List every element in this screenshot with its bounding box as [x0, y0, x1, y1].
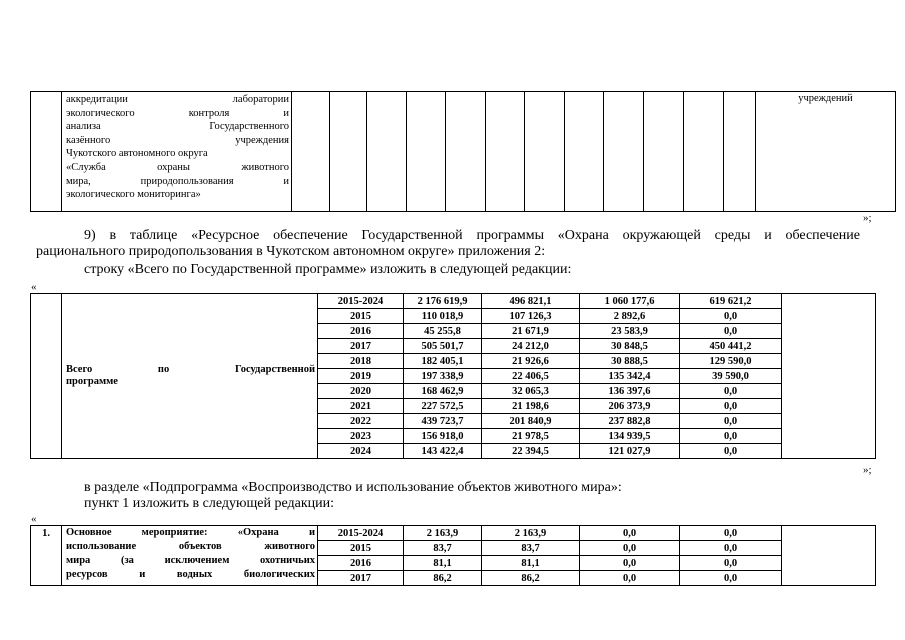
value-cell: 30 848,5: [580, 339, 680, 354]
value-cell: 86,2: [482, 571, 580, 586]
value-cell: 121 027,9: [580, 444, 680, 459]
value-cell: 0,0: [580, 541, 680, 556]
subprogram-table: [30, 525, 876, 586]
description-line: экологического мониторинга»: [66, 189, 201, 201]
empty-cell: [31, 92, 62, 212]
value-cell: 129 590,0: [680, 354, 782, 369]
empty-cell: [782, 294, 876, 459]
empty-cell: [407, 92, 446, 212]
opening-quote-mark: «: [31, 513, 37, 525]
value-cell: 0,0: [680, 384, 782, 399]
total-cell: 45 255,8: [404, 324, 482, 339]
year-cell: 2018: [318, 354, 404, 369]
value-cell: 21 671,9: [482, 324, 580, 339]
value-cell: 0,0: [680, 556, 782, 571]
opening-quote-mark: «: [31, 281, 37, 293]
value-cell: 30 888,5: [580, 354, 680, 369]
description-line: казённого учреждения: [66, 134, 289, 146]
total-cell: 2 163,9: [404, 526, 482, 541]
empty-cell: [367, 92, 407, 212]
value-cell: 24 212,0: [482, 339, 580, 354]
value-cell: 0,0: [680, 399, 782, 414]
year-cell: 2017: [318, 571, 404, 586]
paragraph-9: [36, 228, 860, 260]
executor-cell: учреждений: [756, 92, 896, 212]
value-cell: 107 126,3: [482, 309, 580, 324]
total-cell: 81,1: [404, 556, 482, 571]
value-cell: 22 394,5: [482, 444, 580, 459]
empty-cell: [782, 526, 876, 586]
value-cell: 134 939,5: [580, 429, 680, 444]
value-cell: 21 926,6: [482, 354, 580, 369]
closing-quote-mark: »;: [863, 212, 872, 224]
total-cell: 156 918,0: [404, 429, 482, 444]
top-table-row: [31, 92, 896, 212]
empty-cell: [525, 92, 565, 212]
value-cell: 0,0: [680, 444, 782, 459]
value-cell: 619 621,2: [680, 294, 782, 309]
year-cell: 2021: [318, 399, 404, 414]
value-cell: 0,0: [680, 309, 782, 324]
value-cell: 39 590,0: [680, 369, 782, 384]
value-cell: 0,0: [680, 526, 782, 541]
value-cell: 21 198,6: [482, 399, 580, 414]
total-cell: 2 176 619,9: [404, 294, 482, 309]
paragraph-point: пункт 1 изложить в следующей редакции:: [84, 496, 334, 511]
empty-cell: [604, 92, 644, 212]
year-cell: 2024: [318, 444, 404, 459]
empty-cell: [292, 92, 330, 212]
total-cell: 197 338,9: [404, 369, 482, 384]
value-cell: 0,0: [680, 324, 782, 339]
value-cell: 21 978,5: [482, 429, 580, 444]
year-cell: 2015-2024: [318, 294, 404, 309]
paragraph-section: в разделе «Подпрограмма «Воспроизводство и использование объектов животного мира»:: [84, 480, 622, 495]
value-cell: 0,0: [580, 556, 680, 571]
closing-quote-mark: »;: [863, 464, 872, 476]
description-line: анализа Государственного: [66, 121, 289, 133]
value-cell: 0,0: [580, 526, 680, 541]
empty-cell: [486, 92, 525, 212]
value-cell: 1 060 177,6: [580, 294, 680, 309]
table-row: [31, 526, 876, 541]
total-cell: 168 462,9: [404, 384, 482, 399]
value-cell: 206 373,9: [580, 399, 680, 414]
year-cell: 2016: [318, 324, 404, 339]
year-cell: 2019: [318, 369, 404, 384]
empty-cell: [31, 294, 62, 459]
paragraph-row-instruction: строку «Всего по Государственной программе» изложить в следующей редакции:: [84, 262, 572, 277]
total-cell: 182 405,1: [404, 354, 482, 369]
value-cell: 496 821,1: [482, 294, 580, 309]
value-cell: 135 342,4: [580, 369, 680, 384]
value-cell: 0,0: [580, 571, 680, 586]
value-cell: 0,0: [680, 571, 782, 586]
paragraph-9-line-1: 9) в таблице «Ресурсное обеспечение Государственной программы «Охрана окружающей среды и обеспечение: [84, 228, 860, 243]
year-cell: 2023: [318, 429, 404, 444]
description-line: аккредитации лаборатории: [66, 94, 289, 105]
paragraph-9-line-2: рационального природопользования в Чукотском автономном округе» приложения 2:: [36, 244, 546, 259]
funding-total-table: [30, 293, 876, 459]
value-cell: 2 892,6: [580, 309, 680, 324]
year-cell: 2015: [318, 309, 404, 324]
value-cell: 83,7: [482, 541, 580, 556]
measure-label-cell: Основное мероприятие: «Охрана и использование объектов животного мира (за исключением охотничьих ресурсов и водных биологических: [62, 526, 318, 586]
empty-cell: [446, 92, 486, 212]
value-cell: 81,1: [482, 556, 580, 571]
empty-cell: [330, 92, 367, 212]
value-cell: 0,0: [680, 429, 782, 444]
total-cell: 110 018,9: [404, 309, 482, 324]
year-cell: 2017: [318, 339, 404, 354]
table-row: [31, 294, 876, 309]
value-cell: 0,0: [680, 414, 782, 429]
year-cell: 2016: [318, 556, 404, 571]
total-cell: 83,7: [404, 541, 482, 556]
description-line: «Служба охраны животного: [66, 161, 289, 173]
measure-description-cell: [62, 92, 292, 212]
value-cell: 201 840,9: [482, 414, 580, 429]
total-cell: 227 572,5: [404, 399, 482, 414]
value-cell: 237 882,8: [580, 414, 680, 429]
empty-cell: [644, 92, 684, 212]
total-cell: 505 501,7: [404, 339, 482, 354]
total-cell: 143 422,4: [404, 444, 482, 459]
value-cell: 32 065,3: [482, 384, 580, 399]
year-cell: 2020: [318, 384, 404, 399]
description-line: экологического контроля и: [66, 107, 290, 119]
empty-cell: [565, 92, 604, 212]
value-cell: 2 163,9: [482, 526, 580, 541]
description-line: Чукотского автономного округа: [66, 148, 208, 160]
empty-cell: [724, 92, 756, 212]
year-cell: 2015: [318, 541, 404, 556]
description-line: мира, природопользования и: [66, 175, 290, 187]
top-table: [30, 91, 896, 212]
empty-cell: [684, 92, 724, 212]
year-cell: 2015-2024: [318, 526, 404, 541]
total-label-cell: Всего по Государственной программе: [62, 294, 318, 459]
value-cell: 450 441,2: [680, 339, 782, 354]
item-number-cell: 1.: [31, 526, 62, 586]
value-cell: 136 397,6: [580, 384, 680, 399]
total-cell: 86,2: [404, 571, 482, 586]
value-cell: 0,0: [680, 541, 782, 556]
total-cell: 439 723,7: [404, 414, 482, 429]
value-cell: 22 406,5: [482, 369, 580, 384]
value-cell: 23 583,9: [580, 324, 680, 339]
year-cell: 2022: [318, 414, 404, 429]
